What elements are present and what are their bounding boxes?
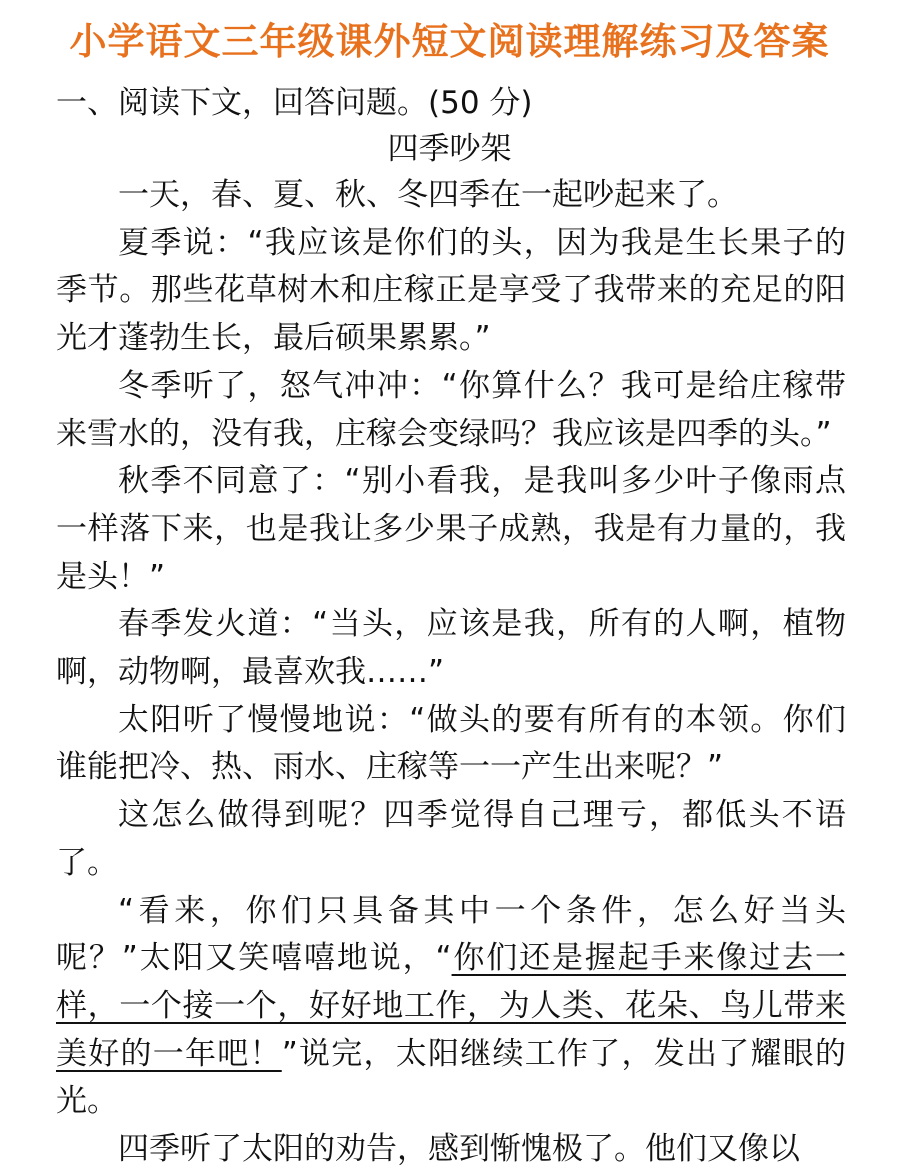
paragraph: 秋季不同意了：“别小看我，是我叫多少叶子像雨点一样落下来，也是我让多少果子成熟，我是有力量的，我是头！”: [56, 463, 846, 595]
paragraph: 四季听了太阳的劝告，感到惭愧极了。他们又像以: [118, 1131, 800, 1168]
paragraph: 一天，春、夏、秋、冬四季在一起吵起来了。: [118, 177, 738, 213]
paragraph: 太阳听了慢慢地说：“做头的要有所有的本领。你们谁能把冷、热、雨水、庄稼等一一产生出来呢？”: [56, 701, 846, 786]
paragraph-text: ”说完，太阳继续工作了，发出了耀眼的光。: [56, 1035, 846, 1120]
paragraph: 冬季听了，怒气冲冲：“你算什么？我可是给庄稼带来雪水的，没有我，庄稼会变绿吗？我应该是四季的头。”: [56, 367, 846, 452]
story-title: 四季吵架: [387, 131, 512, 167]
question-heading: 一、阅读下文，回答问题。(50 分): [56, 85, 533, 121]
paragraph: 这怎么做得到呢？四季觉得自己理亏，都低头不语了。: [56, 797, 846, 881]
paragraph-sun-speech: [56, 888, 846, 1127]
paragraph: 春季发火道：“当头，应该是我，所有的人啊，植物啊，动物啊，最喜欢我……”: [56, 606, 846, 691]
paragraph: 夏季说：“我应该是你们的头，因为我是生长果子的季节。那些花草树木和庄稼正是享受了我带来的充足的阳光才蓬勃生长，最后硕果累累。”: [56, 224, 846, 357]
underlined-sentence: 你们还是握起手来像过去一样，一个接一个，好好地工作，为人类、花朵、鸟儿带来美好的一年吧！: [56, 940, 846, 1072]
document-title: 小学语文三年级课外短文阅读理解练习及答案: [69, 20, 830, 63]
story-body: [56, 172, 846, 1174]
paragraph-text: “看来，你们只具备其中一个条件，怎么好当头呢？”太阳又笑嘻嘻地说，“: [56, 892, 846, 977]
